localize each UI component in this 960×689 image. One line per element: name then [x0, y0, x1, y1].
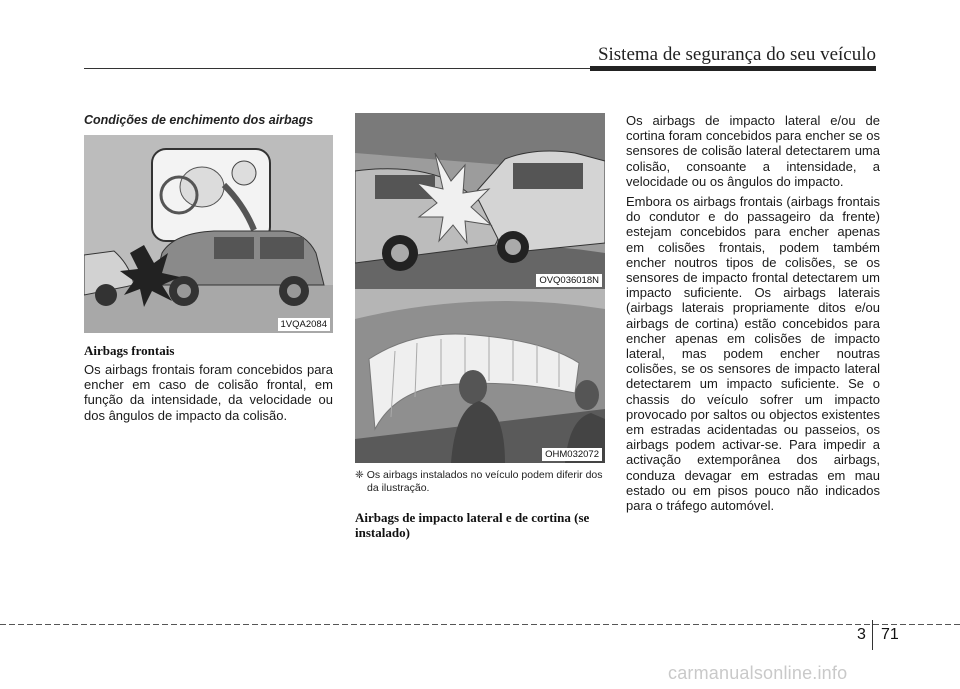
side-airbags-subhead: Airbags de impacto lateral e de cortina (se instalado): [355, 510, 590, 540]
page-separator: [872, 620, 873, 650]
watermark: carmanualsonline.info: [668, 663, 848, 683]
side-airbags-paragraph: Os airbags de impacto lateral e/ou de cortina foram concebidos para encher se os sensores de colisão lateral detectarem uma colisão, consoante a intensidade, a velocidade ou os ângulos do impacto.: [626, 113, 880, 189]
chapter-number: 3: [857, 626, 866, 643]
curtain-airbag-illustration: [355, 289, 605, 463]
side-collision-figure: [355, 113, 605, 289]
header-title: Sistema de segurança do seu veículo: [597, 44, 876, 65]
right-column: [626, 113, 880, 513]
frontal-collision-figure: [84, 135, 333, 333]
page-number: 71: [881, 626, 899, 643]
curtain-airbag-figure: [355, 289, 605, 463]
section-title: Condições de enchimento dos airbags: [84, 113, 314, 127]
side-collision-illustration: [355, 113, 605, 289]
figure-code: OVQ036018N: [536, 274, 602, 287]
left-column: [84, 113, 333, 423]
frontal-airbags-subhead: Airbags frontais: [84, 343, 175, 358]
header-rule-accent: [590, 66, 876, 71]
figure-code: 1VQA2084: [278, 318, 330, 331]
figure-code: OHM032072: [542, 448, 602, 461]
footer-rule: [0, 624, 960, 625]
airbag-activation-paragraph: Embora os airbags frontais (airbags frontais do condutor e do passageiro da frente) estejam concebidos para encher apenas em colisões frontais, podem também encher noutros tipos de colisões, se os sensores de impacto frontal detectarem um impacto suficiente. Os airbags laterais (airbags laterais propriamente ditos e/ou airbags de cortina) estão concebidos para encher apenas em colisões de impacto lateral, mas podem encher noutras colisões, se os sensores de impacto lateral detectarem um impacto suficiente. Se o chassis do veículo sofrer um impacto provocado por saltos ou objectos existentes em estradas acidentadas ou passeios, os airbags podem activar-se. Para impedir a activação extemporânea dos airbags, conduza devagar em estradas em mau estado ou em pisos pouco não indicados para o tráfego automóvel.: [626, 194, 880, 514]
frontal-collision-illustration: [84, 135, 333, 333]
middle-column: [355, 113, 605, 540]
frontal-airbags-paragraph: Os airbags frontais foram concebidos para encher em caso de colisão frontal, em função da intensidade, da velocidade ou dos ângulos de impacto da colisão.: [84, 362, 333, 423]
illustration-note: ❈ Os airbags instalados no veículo podem diferir dos da ilustração.: [355, 469, 603, 494]
